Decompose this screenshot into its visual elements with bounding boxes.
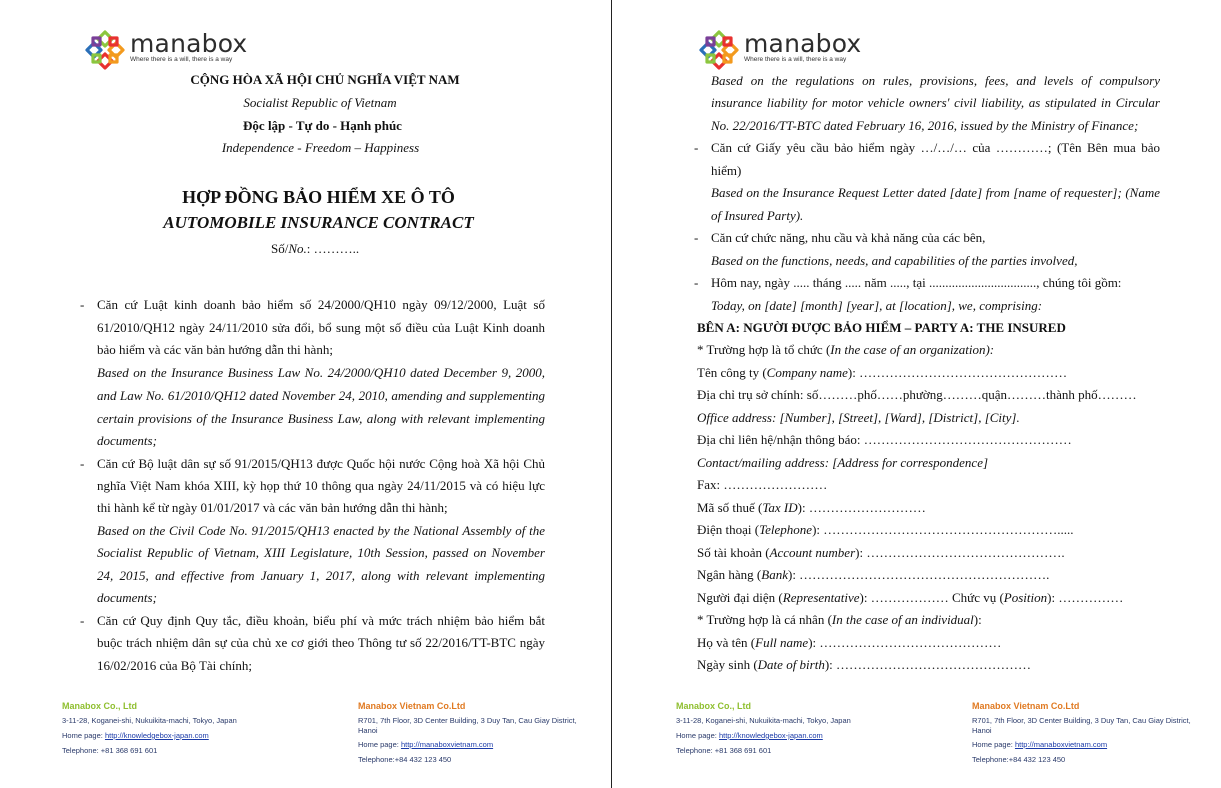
contact-address-field-en: Contact/mailing address: [Address for correspondence] [697,455,989,470]
footer-homepage: Home page: http://manaboxvietnam.com [972,740,1108,749]
manabox-logo-icon [697,28,741,72]
organization-case: * Trường hợp là tổ chức (In the case of an organization): [697,342,995,357]
law-basis-3-vn-line: 16/02/2016 của Bộ Tài chính; [97,658,253,673]
functions-basis-en: Based on the functions, needs, and capabilities of the parties involved, [711,253,1078,268]
request-basis-en-line: of Insured Party). [711,208,804,223]
bullet-marker: - [80,456,85,471]
footer-address: Hanoi [972,726,992,735]
logo-wordmark: manabox [744,28,862,58]
footer-japan [62,700,237,756]
country-name-vn: CỘNG HÒA XÃ HỘI CHỦ NGHĨA VIỆT NAM [190,72,460,87]
law-basis-1-en-line: documents; [97,433,157,448]
footer-telephone: Telephone:+84 432 123 450 [358,755,452,764]
law-basis-1-en-line: Based on the Insurance Business Law No. 24/2000/QH10 dated December 9, 2000, [97,365,545,380]
full-name-field: Họ và tên (Full name): …………………………………… [697,635,1002,650]
homepage-link[interactable]: http://knowledgebox-japan.com [718,731,823,740]
homepage-link[interactable]: http://manaboxvietnam.com [400,740,494,749]
motto-vn: Độc lập - Tự do - Hạnh phúc [243,118,402,133]
law-basis-3-vn-line: buộc trách nhiệm dân sự của chủ xe cơ giới theo Thông tư số 22/2016/TT-BTC ngày [97,635,545,650]
contract-title-en: AUTOMOBILE INSURANCE CONTRACT [163,213,474,232]
bullet-marker: - [80,613,85,628]
footer-address: R701, 7th Floor, 3D Center Building, 3 Duy Tan, Cau Giay District, [972,716,1191,725]
homepage-link[interactable]: http://knowledgebox-japan.com [104,731,209,740]
manabox-logo-icon [83,28,127,72]
footer-company-name: Manabox Vietnam Co.Ltd [358,701,466,711]
bullet-marker: - [694,230,699,245]
logo-wordmark: manabox [130,28,248,58]
account-number-field: Số tài khoản (Account number): ………………………………………. [697,545,1065,560]
contract-title-vn: HỢP ĐỒNG BẢO HIỂM XE Ô TÔ [182,187,455,207]
footer-vietnam [972,700,1191,765]
law-basis-2-en-line: Based on the Civil Code No. 91/2015/QH13 enacted by the National Assembly of the [97,523,545,538]
footer-company-name: Manabox Co., Ltd [62,701,137,711]
law-basis-2-vn-line: Căn cứ Bộ luật dân sự số 91/2015/QH13 được Quốc hội nước Cộng hoà Xã hội Chủ [97,456,545,471]
law-basis-2-vn-line: nghĩa Việt Nam khóa XIII, kỳ họp thứ 10 thông qua ngày 24/11/2015 và có hiệu lực [97,478,545,493]
bullet-marker: - [694,140,699,155]
footer-telephone: Telephone:+84 432 123 450 [972,755,1066,764]
date-of-birth-field: Ngày sinh (Date of birth): ……………………………………… [697,657,1032,672]
representative-field: Người đại diện (Representative): ……………… Chức vụ (Position): …………… [697,590,1124,605]
footer-address: 3-11-28, Koganei-shi, Nukuikita-machi, Tokyo, Japan [676,716,851,725]
footer-telephone: Telephone: +81 368 691 601 [676,746,772,755]
bullet-marker: - [694,275,699,290]
contract-number: Số/No.: ……….. [271,241,360,256]
footer-vietnam [358,700,577,765]
bank-field: Ngân hàng (Bank): …………………………………………………. [697,567,1050,582]
logo-tagline: Where there is a will, there is a way [130,55,233,63]
law-basis-1-vn-line: Căn cứ Luật kinh doanh bảo hiểm số 24/2000/QH10 ngày 09/12/2000, Luật số [97,297,545,312]
circular-basis-en-line: insurance liability for motor vehicle owners' civil liability, as stipulated in Circular [711,95,1160,110]
logo-tagline: Where there is a will, there is a way [744,55,847,63]
law-basis-1-en-line: and Law No. 61/2010/QH12 dated November 24, 2010, amending and supplementing [97,388,545,403]
footer-japan [676,700,851,756]
footer-address: R701, 7th Floor, 3D Center Building, 3 Duy Tan, Cau Giay District, [358,716,577,725]
circular-basis-en-line: Based on the regulations on rules, provisions, fees, and levels of compulsory [711,73,1160,88]
company-name-field: Tên công ty (Company name): ………………………………………… [697,365,1068,380]
homepage-link[interactable]: http://manaboxvietnam.com [1014,740,1108,749]
footer-company-name: Manabox Vietnam Co.Ltd [972,701,1080,711]
country-name-en: Socialist Republic of Vietnam [243,95,397,110]
date-location-vn: Hôm nay, ngày ..... tháng ..... năm ....., tại ................................., chúng tôi gồm: [711,275,1122,290]
motto-en: Independence - Freedom – Happiness [221,140,420,155]
manabox-logo [697,28,861,72]
request-basis-en-line: Based on the Insurance Request Letter dated [date] from [name of requester]; (Name [711,185,1160,200]
footer-homepage: Home page: http://knowledgebox-japan.com [62,731,209,740]
footer-homepage: Home page: http://manaboxvietnam.com [358,740,494,749]
office-address-field-vn: Địa chỉ trụ sở chính: số………phố……phường………quận………thành phố……… [697,387,1137,402]
footer-homepage: Home page: http://knowledgebox-japan.com [676,731,823,740]
office-address-field-en: Office address: [Number], [Street], [Ward], [District], [City]. [697,410,1020,425]
law-basis-1-vn-line: 61/2010/QH12 ngày 24/11/2010 sửa đổi, bổ sung một số điều của Luật Kinh doanh [97,320,545,335]
bullet-marker: - [80,297,85,312]
footer-address: Hanoi [358,726,378,735]
fax-field: Fax: …………………… [697,477,828,492]
date-location-en: Today, on [date] [month] [year], at [location], we, comprising: [711,298,1043,313]
law-basis-2-vn-line: thi hành kể từ ngày 01/01/2017 và các văn bản hướng dẫn thi hành; [97,500,448,515]
request-basis-vn-line: Căn cứ Giấy yêu cầu bảo hiểm ngày …/…/… của …………; (Tên Bên mua bảo [711,140,1160,155]
circular-basis-en-line: No. 22/2016/TT-BTC dated February 16, 2016, issued by the Ministry of Finance; [711,118,1139,133]
footer-telephone: Telephone: +81 368 691 601 [62,746,158,755]
right-page [612,0,1221,788]
law-basis-2-en-line: documents; [97,590,157,605]
footer-company-name: Manabox Co., Ltd [676,701,751,711]
individual-case: * Trường hợp là cá nhân (In the case of an individual): [697,612,982,627]
footer-address: 3-11-28, Koganei-shi, Nukuikita-machi, Tokyo, Japan [62,716,237,725]
law-basis-2-en-line: 24, 2015, and effective from January 1, 2017, along with relevant implementing [97,568,545,583]
contact-address-field-vn: Địa chỉ liên hệ/nhận thông báo: ………………………………………… [697,432,1072,447]
manabox-logo [83,28,247,72]
law-basis-2-en-line: Socialist Republic of Vietnam, XIII Legislature, 10th Session, passed on November [97,545,545,560]
telephone-field: Điện thoại (Telephone): ………………………………………………..... [697,522,1074,537]
law-basis-1-en-line: certain provisions of the Insurance Business Law, along with relevant implementing [97,411,545,426]
functions-basis-vn: Căn cứ chức năng, nhu cầu và khả năng của các bên, [711,230,986,245]
tax-id-field: Mã số thuế (Tax ID): ……………………… [697,500,926,515]
law-basis-3-vn-line: Căn cứ Quy định Quy tắc, điều khoản, biểu phí và mức trách nhiệm bảo hiểm bắt [97,613,545,628]
request-basis-vn-line: hiểm) [711,163,742,178]
party-a-heading: BÊN A: NGƯỜI ĐƯỢC BẢO HIỂM – PARTY A: THE INSURED [697,320,1066,335]
law-basis-1-vn-line: bảo hiểm và các văn bản hướng dẫn thi hành; [97,342,333,357]
